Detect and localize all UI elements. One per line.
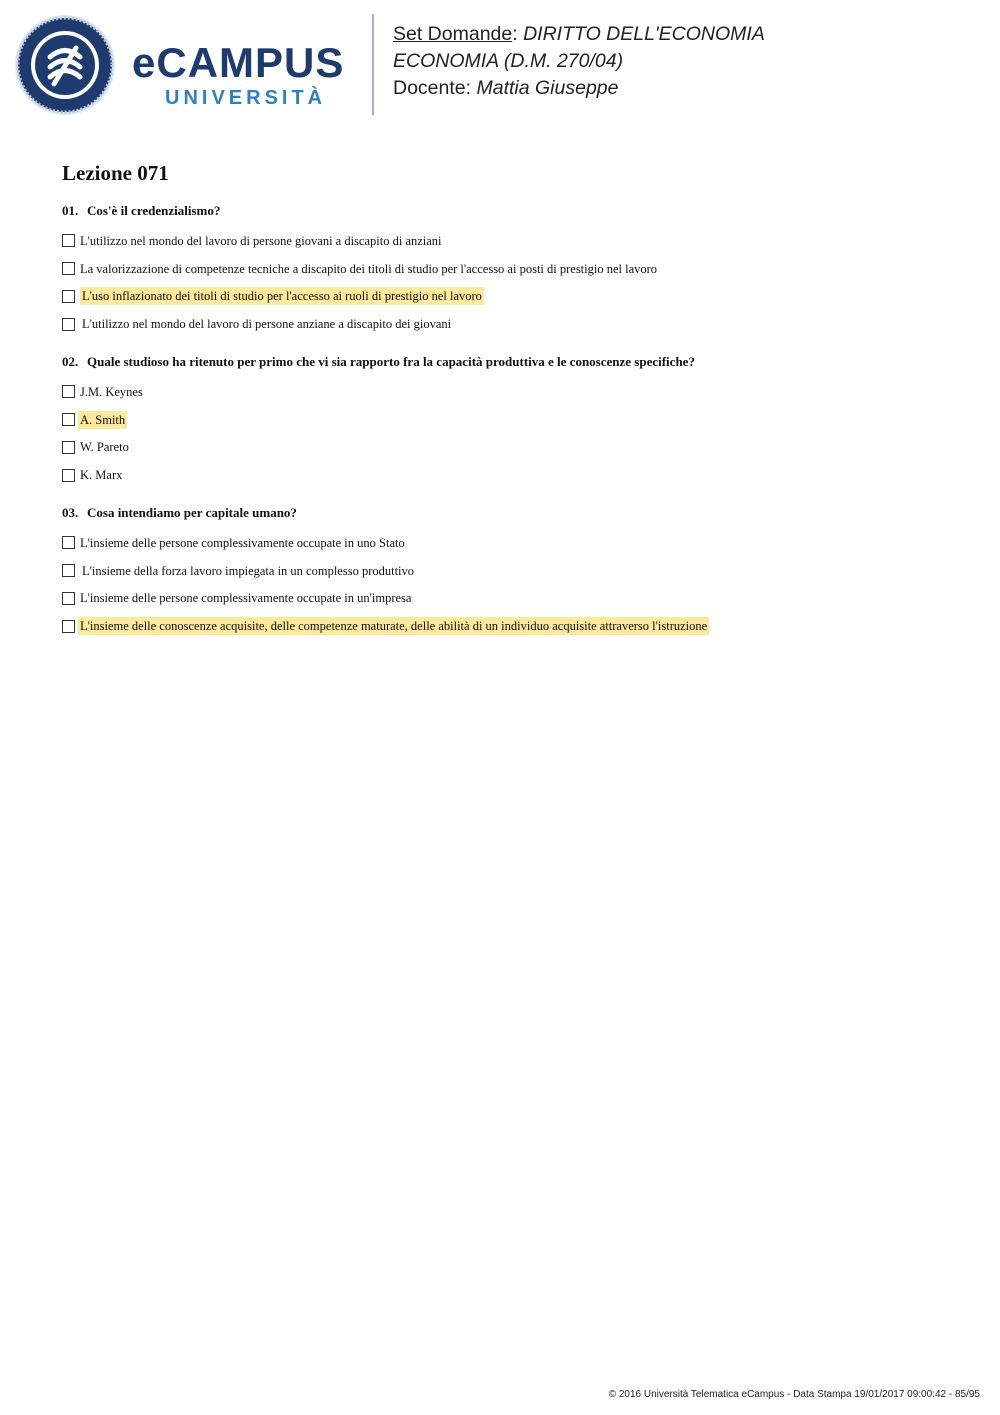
question-text [62,353,962,371]
answer-option[interactable] [62,227,962,255]
option-checkbox[interactable] [62,290,75,303]
set-title-2: ECONOMIA (D.M. 270/04) [393,50,624,72]
option-text-highlighted: A. Smith [80,412,126,427]
option-text: L'insieme della forza lavoro impiegata in un complesso produttivo [82,563,415,578]
brand-name: eCAMPUS [132,39,345,86]
docente-name: Mattia Giuseppe [476,77,619,99]
option-text: La valorizzazione di competenze tecniche a discapito dei titoli di studio per l'accesso ai posti di prestigio nel lavoro [80,261,658,276]
question-label: Quale studioso ha ritenuto per primo che vi sia rapporto fra la capacità produttiva e le conoscenze specifiche? [87,354,695,369]
option-checkbox[interactable] [62,441,75,454]
option-checkbox[interactable] [62,262,75,275]
course-info [393,21,983,102]
answer-option[interactable] [62,310,962,338]
question-text [62,202,962,220]
set-title-1: DIRITTO DELL'ECONOMIA [523,23,765,45]
option-text: W. Pareto [80,440,129,455]
option-checkbox[interactable] [62,536,75,549]
docente-label: Docente: [393,77,472,99]
ecampus-wordmark [132,38,362,118]
option-checkbox[interactable] [62,234,75,247]
question-1 [62,202,962,338]
question-label: Cosa intendiamo per capitale umano? [87,505,297,520]
page-footer: © 2016 Università Telematica eCampus - Data Stampa 19/01/2017 09:00:42 - 85/95 [608,1389,980,1400]
option-checkbox[interactable] [62,413,75,426]
lesson-title: Lezione 071 [62,161,169,185]
question-2 [62,353,962,489]
option-text-highlighted: L'uso inflazionato dei titoli di studio per l'accesso ai ruoli di prestigio nel lavoro [82,289,482,304]
header-divider [372,14,374,115]
question-3 [62,504,962,640]
answer-option-correct[interactable] [62,283,962,311]
answer-option[interactable] [62,378,962,406]
answer-option[interactable] [62,529,962,557]
question-label: Cos'è il credenzialismo? [87,203,221,218]
course-title-line-2 [393,48,983,75]
answer-option-correct[interactable] [62,406,962,434]
answer-option[interactable] [62,434,962,462]
answer-option[interactable] [62,557,962,585]
option-text: L'insieme delle persone complessivamente occupate in un'impresa [80,591,412,606]
option-checkbox[interactable] [62,318,75,331]
course-title-line-1: Set Domande: DIRITTO DELL'ECONOMIA [393,23,765,45]
option-checkbox[interactable] [62,620,75,633]
set-label: Set Domande [393,23,513,45]
option-text-highlighted: L'insieme delle conoscenze acquisite, delle competenze maturate, delle abilità di un individuo acquisite attraverso l'istruzione [80,619,708,634]
question-number: 01. [62,203,79,218]
page-header [0,0,1000,130]
question-number: 03. [62,505,79,520]
answer-option[interactable] [62,585,962,613]
option-text: J.M. Keynes [80,384,143,399]
answer-option[interactable] [62,461,962,489]
question-number: 02. [62,354,79,369]
ecampus-seal-logo [14,14,116,116]
answer-option-correct[interactable] [62,612,962,640]
option-checkbox[interactable] [62,592,75,605]
brand-subtitle: UNIVERSITÀ [165,87,327,109]
docente-line [393,75,983,102]
option-text: L'utilizzo nel mondo del lavoro di persone giovani a discapito di anziani [80,233,442,248]
option-checkbox[interactable] [62,385,75,398]
option-checkbox[interactable] [62,564,75,577]
option-text: K. Marx [80,468,123,483]
option-checkbox[interactable] [62,469,75,482]
answer-option[interactable] [62,255,962,283]
option-text: L'insieme delle persone complessivamente occupate in uno Stato [80,535,405,550]
question-text [62,504,962,522]
option-text: L'utilizzo nel mondo del lavoro di persone anziane a discapito dei giovani [82,317,452,332]
